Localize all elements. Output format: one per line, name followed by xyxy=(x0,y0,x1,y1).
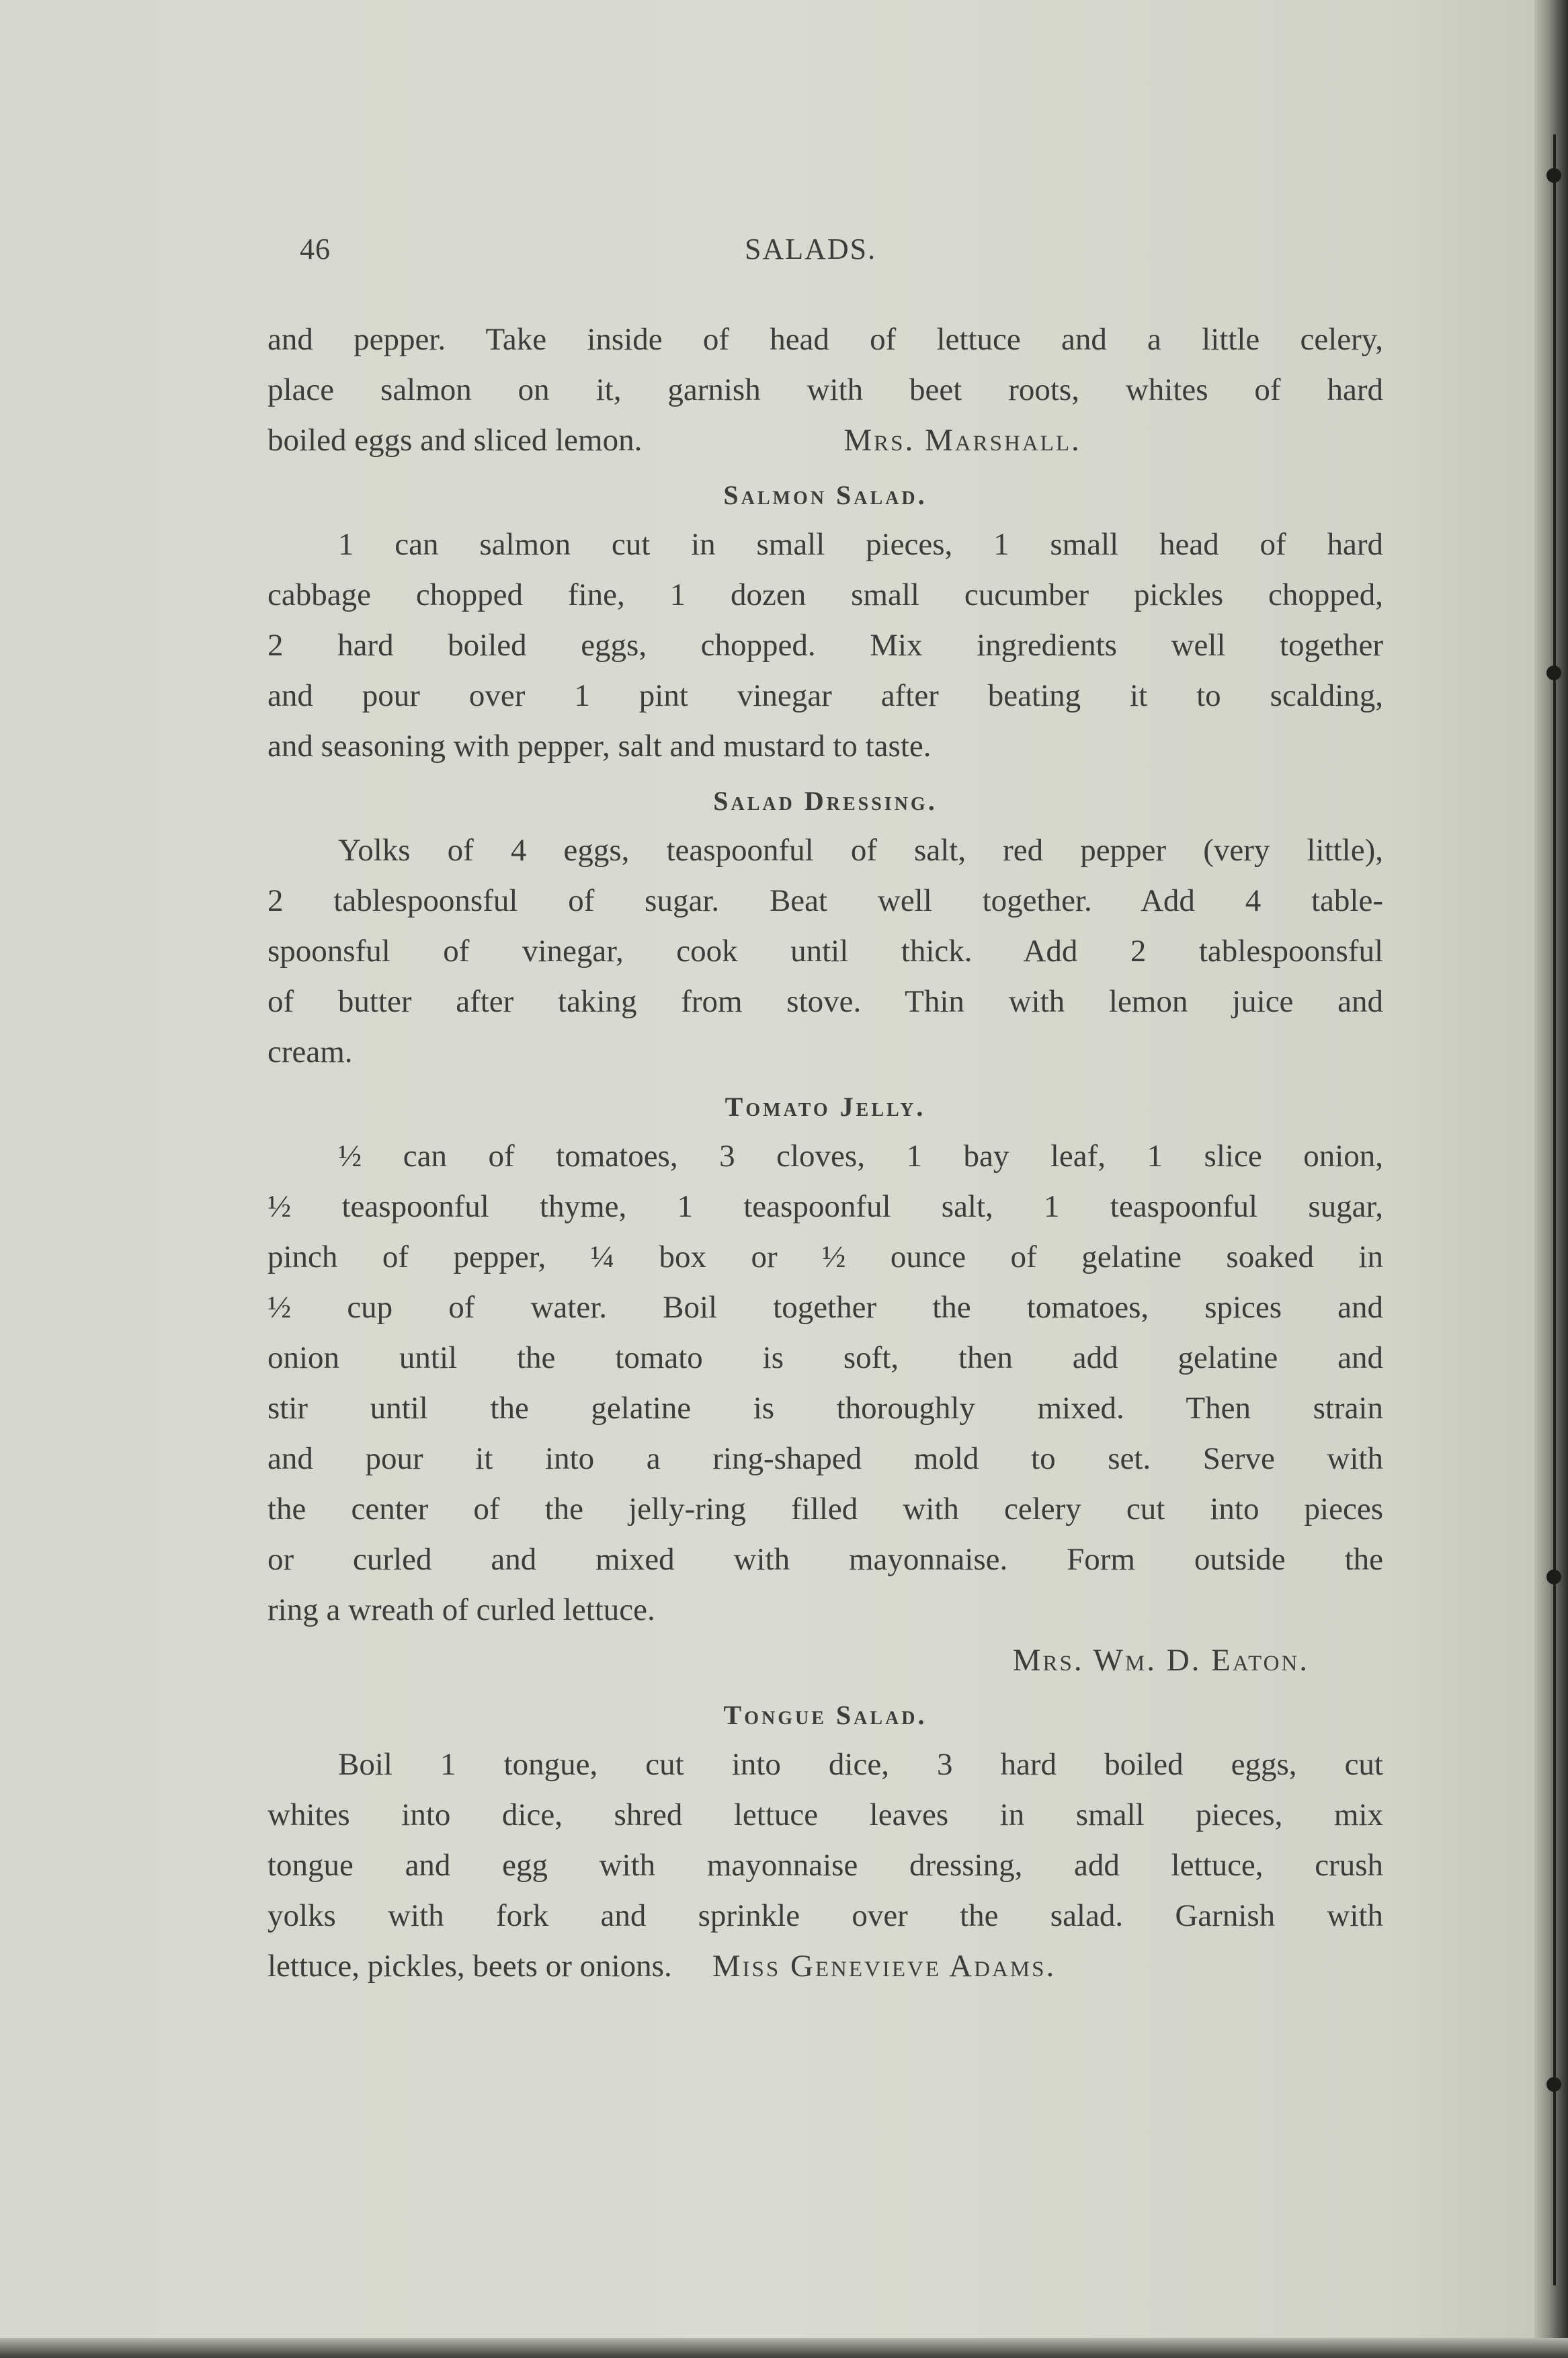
book-spine-shadow xyxy=(1534,0,1568,2358)
text-fragment: boiled eggs and sliced lemon. xyxy=(267,423,643,458)
recipe-title: Salmon Salad. xyxy=(723,480,927,510)
text-line: and seasoning with pepper, salt and mustard to taste. xyxy=(267,729,932,764)
text-line: tongue and egg with mayonnaise dressing, add lettuce, crush xyxy=(267,1848,1383,1883)
page-number: 46 xyxy=(300,233,331,266)
text-line: spoonsful of vinegar, cook until thick. Add 2 tablespoonsful xyxy=(267,934,1383,969)
recipe-salad-dressing xyxy=(267,774,1383,1078)
recipe-signature: Mrs. Marshall. xyxy=(843,423,1081,458)
text-line: 2 hard boiled eggs, chopped. Mix ingredients well together xyxy=(267,628,1383,663)
running-head: SALADS. xyxy=(745,233,877,266)
recipe-title: Salad Dressing. xyxy=(713,786,938,816)
text-line: stir until the gelatine is thoroughly mixed. Then strain xyxy=(267,1391,1383,1426)
spine-mark-icon xyxy=(1546,1570,1561,1584)
text-line: whites into dice, shred lettuce leaves in small pieces, mix xyxy=(267,1797,1383,1832)
text-line: and pour over 1 pint vinegar after beating it to scalding, xyxy=(267,678,1383,713)
recipe-salmon-salad xyxy=(267,469,1383,772)
text-line: cabbage chopped fine, 1 dozen small cucumber pickles chopped, xyxy=(267,577,1383,612)
spine-mark-icon xyxy=(1546,168,1561,183)
text-line-with-signature xyxy=(267,415,1383,466)
spine-mark-icon xyxy=(1546,665,1561,680)
page-bottom-shadow xyxy=(0,2338,1568,2358)
text-line: of butter after taking from stove. Thin with lemon juice and xyxy=(267,984,1383,1019)
text-line: or curled and mixed with mayonnaise. Form outside the xyxy=(267,1542,1383,1577)
page-content xyxy=(267,315,1383,1992)
text-line: ½ cup of water. Boil together the tomatoes, spices and xyxy=(267,1290,1383,1325)
recipe-continuation xyxy=(267,315,1383,466)
text-line: pinch of pepper, ¼ box or ½ ounce of gelatine soaked in xyxy=(267,1239,1383,1274)
text-line: ring a wreath of curled lettuce. xyxy=(267,1592,655,1627)
text-line: and pour it into a ring-shaped mold to set. Serve with xyxy=(267,1441,1383,1476)
text-line: yolks with fork and sprinkle over the salad. Garnish with xyxy=(267,1898,1383,1933)
spine-edge-line xyxy=(1553,134,1556,2285)
text-line: place salmon on it, garnish with beet roots, whites of hard xyxy=(267,372,1383,407)
page-header xyxy=(267,232,1383,272)
recipe-signature: Miss Genevieve Adams. xyxy=(712,1949,1057,1984)
text-fragment: lettuce, pickles, beets or onions. xyxy=(267,1949,672,1984)
text-line: ½ teaspoonful thyme, 1 teaspoonful salt, 1 teaspoonful sugar, xyxy=(267,1189,1383,1224)
text-line-with-signature xyxy=(267,1941,1383,1992)
recipe-tongue-salad xyxy=(267,1689,1383,1992)
text-line: 1 can salmon cut in small pieces, 1 small head of hard xyxy=(338,527,1383,562)
recipe-title: Tomato Jelly. xyxy=(725,1092,926,1122)
text-line: cream. xyxy=(267,1034,353,1069)
spine-mark-icon xyxy=(1546,2077,1561,2092)
text-line: and pepper. Take inside of head of lettuce and a little celery, xyxy=(267,322,1383,357)
text-line: Yolks of 4 eggs, teaspoonful of salt, red pepper (very little), xyxy=(338,833,1383,868)
recipe-signature: Mrs. Wm. D. Eaton. xyxy=(1012,1643,1309,1678)
text-line: the center of the jelly-ring filled with celery cut into pieces xyxy=(267,1492,1383,1527)
text-line: onion until the tomato is soft, then add gelatine and xyxy=(267,1340,1383,1375)
text-line: ½ can of tomatoes, 3 cloves, 1 bay leaf, 1 slice onion, xyxy=(338,1139,1383,1174)
text-line: Boil 1 tongue, cut into dice, 3 hard boiled eggs, cut xyxy=(338,1747,1383,1782)
recipe-title: Tongue Salad. xyxy=(723,1700,927,1730)
text-line: 2 tablespoonsful of sugar. Beat well together. Add 4 table- xyxy=(267,883,1383,918)
recipe-tomato-jelly xyxy=(267,1080,1383,1686)
